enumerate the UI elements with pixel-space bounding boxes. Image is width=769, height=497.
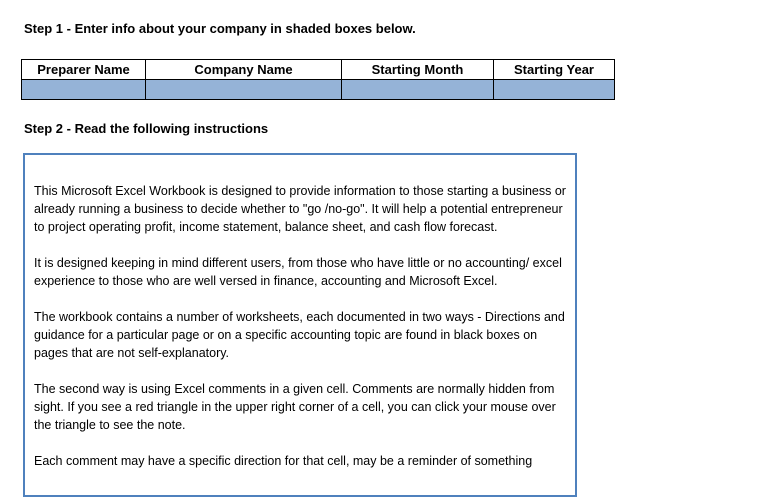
company-info-header-row <box>22 60 615 80</box>
header-starting-year: Starting Year <box>494 60 615 80</box>
header-company-name: Company Name <box>146 60 342 80</box>
instructions-text-box[interactable] <box>23 153 577 497</box>
preparer-name-cell[interactable] <box>22 80 146 100</box>
company-name-cell[interactable] <box>146 80 342 100</box>
instructions-paragraph-3: The workbook contains a number of worksheets, each documented in two ways - Directions and guidance for a particular page or on a specific accounting topic are found in black boxes on pages that are not self-explanatory. <box>34 310 565 360</box>
instructions-paragraph-4: The second way is using Excel comments in a given cell. Comments are normally hidden from sight. If you see a red triangle in the upper right corner of a cell, you can click your mouse over the triangle to see the note. <box>34 382 556 432</box>
instructions-paragraph-5: Each comment may have a specific direction for that cell, may be a reminder of something <box>34 454 533 468</box>
company-info-input-row <box>22 80 615 100</box>
step1-heading: Step 1 - Enter info about your company in shaded boxes below. <box>24 21 416 36</box>
instructions-paragraph-1: This Microsoft Excel Workbook is designed to provide information to those starting a business or already running a business to decide whether to "go /no-go". It will help a potential entrepreneur to project operating profit, income statement, balance sheet, and cash flow forecast. <box>34 184 566 234</box>
instructions-paragraph-2: It is designed keeping in mind different users, from those who have little or no accounting/ excel experience to those who are well versed in finance, accounting and Microsoft Excel. <box>34 256 562 288</box>
step2-heading: Step 2 - Read the following instructions <box>24 121 269 136</box>
header-starting-month: Starting Month <box>342 60 494 80</box>
header-preparer-name: Preparer Name <box>22 60 146 80</box>
starting-year-cell[interactable] <box>494 80 615 100</box>
company-info-table <box>21 59 615 100</box>
starting-month-cell[interactable] <box>342 80 494 100</box>
